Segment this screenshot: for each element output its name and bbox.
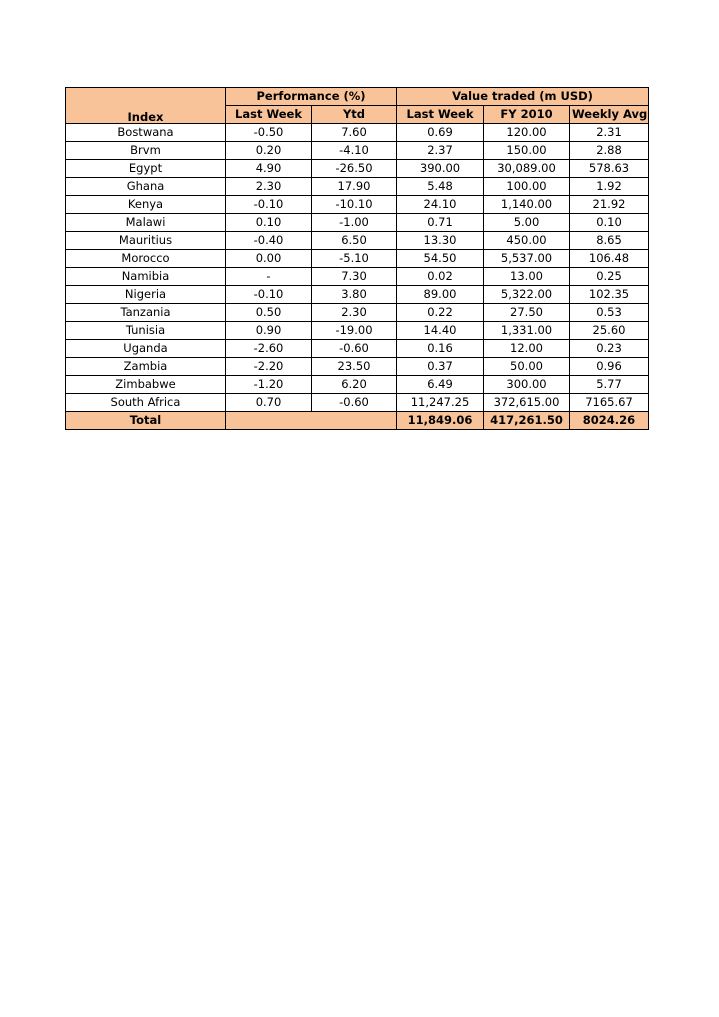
value-weekly-avg-cell: 0.96 (570, 358, 649, 376)
index-cell: Uganda (66, 340, 226, 358)
table-row (66, 268, 649, 286)
perf-ytd-header: Ytd (312, 106, 397, 124)
value-last-week-cell: 14.40 (397, 322, 484, 340)
perf-last-week-cell: 0.90 (226, 322, 312, 340)
value-last-week-cell: 13.30 (397, 232, 484, 250)
perf-last-week-cell: 0.10 (226, 214, 312, 232)
value-last-week-cell: 0.69 (397, 124, 484, 142)
value-fy2010-cell: 5,537.00 (484, 250, 570, 268)
value-fy2010-cell: 30,089.00 (484, 160, 570, 178)
table-row (66, 358, 649, 376)
index-header: Index (66, 88, 226, 124)
perf-last-week-cell: -0.10 (226, 286, 312, 304)
value-fy2010-cell: 120.00 (484, 124, 570, 142)
perf-last-week-cell: -0.40 (226, 232, 312, 250)
perf-ytd-cell: 6.50 (312, 232, 397, 250)
table-row (66, 340, 649, 358)
table-row (66, 160, 649, 178)
value-fy2010-cell: 150.00 (484, 142, 570, 160)
value-weekly-avg-cell: 0.23 (570, 340, 649, 358)
value-weekly-avg-cell: 578.63 (570, 160, 649, 178)
value-fy2010-cell: 1,331.00 (484, 322, 570, 340)
value-weekly-avg-cell: 106.48 (570, 250, 649, 268)
index-cell: Tanzania (66, 304, 226, 322)
table-row (66, 196, 649, 214)
table-row (66, 286, 649, 304)
index-cell: Brvm (66, 142, 226, 160)
total-weekly-avg: 8024.26 (570, 412, 649, 430)
table-row (66, 304, 649, 322)
index-cell: Bostwana (66, 124, 226, 142)
value-fy2010-cell: 300.00 (484, 376, 570, 394)
perf-ytd-cell: 3.80 (312, 286, 397, 304)
perf-last-week-cell: 0.70 (226, 394, 312, 412)
value-fy2010-cell: 5,322.00 (484, 286, 570, 304)
table-row (66, 376, 649, 394)
value-weekly-avg-cell: 1.92 (570, 178, 649, 196)
table-row (66, 250, 649, 268)
index-cell: Tunisia (66, 322, 226, 340)
value-fy2010-cell: 27.50 (484, 304, 570, 322)
value-weekly-avg-cell: 2.31 (570, 124, 649, 142)
value-traded-group-header: Value traded (m USD) (397, 88, 649, 106)
table-row (66, 394, 649, 412)
value-weekly-avg-cell: 102.35 (570, 286, 649, 304)
value-fy2010-cell: 1,140.00 (484, 196, 570, 214)
value-last-week-cell: 11,247.25 (397, 394, 484, 412)
value-fy2010-cell: 5.00 (484, 214, 570, 232)
value-fy2010-cell: 12.00 (484, 340, 570, 358)
index-cell: South Africa (66, 394, 226, 412)
market-performance-table (65, 87, 649, 430)
total-performance-empty (226, 412, 397, 430)
total-fy2010: 417,261.50 (484, 412, 570, 430)
perf-ytd-cell: 7.60 (312, 124, 397, 142)
table-body (66, 124, 649, 412)
performance-group-header: Performance (%) (226, 88, 397, 106)
perf-ytd-cell: 6.20 (312, 376, 397, 394)
value-weekly-avg-cell: 0.53 (570, 304, 649, 322)
total-row (66, 412, 649, 430)
value-last-week-cell: 6.49 (397, 376, 484, 394)
perf-ytd-cell: 23.50 (312, 358, 397, 376)
value-fy2010-cell: 100.00 (484, 178, 570, 196)
value-fy2010-header: FY 2010 (484, 106, 570, 124)
perf-last-week-cell: -0.50 (226, 124, 312, 142)
index-cell: Ghana (66, 178, 226, 196)
perf-last-week-cell: 0.00 (226, 250, 312, 268)
value-weekly-avg-cell: 7165.67 (570, 394, 649, 412)
value-last-week-cell: 89.00 (397, 286, 484, 304)
value-last-week-cell: 5.48 (397, 178, 484, 196)
perf-last-week-cell: 2.30 (226, 178, 312, 196)
value-last-week-header: Last Week (397, 106, 484, 124)
index-cell: Zambia (66, 358, 226, 376)
perf-last-week-cell: 0.20 (226, 142, 312, 160)
value-last-week-cell: 0.37 (397, 358, 484, 376)
perf-ytd-cell: -10.10 (312, 196, 397, 214)
total-last-week: 11,849.06 (397, 412, 484, 430)
value-last-week-cell: 54.50 (397, 250, 484, 268)
value-fy2010-cell: 13.00 (484, 268, 570, 286)
index-cell: Zimbabwe (66, 376, 226, 394)
table-row (66, 214, 649, 232)
index-cell: Kenya (66, 196, 226, 214)
perf-last-week-cell: - (226, 268, 312, 286)
perf-ytd-cell: -0.60 (312, 340, 397, 358)
group-header-row (66, 88, 649, 106)
perf-ytd-cell: -4.10 (312, 142, 397, 160)
perf-last-week-cell: 4.90 (226, 160, 312, 178)
value-weekly-avg-cell: 25.60 (570, 322, 649, 340)
perf-ytd-cell: -1.00 (312, 214, 397, 232)
spreadsheet-table-container (65, 87, 648, 430)
table-row (66, 142, 649, 160)
value-weekly-avg-cell: 0.25 (570, 268, 649, 286)
table-row (66, 178, 649, 196)
table-row (66, 232, 649, 250)
perf-ytd-cell: -5.10 (312, 250, 397, 268)
value-weekly-avg-header: Weekly Avg (570, 106, 649, 124)
value-last-week-cell: 390.00 (397, 160, 484, 178)
value-weekly-avg-cell: 2.88 (570, 142, 649, 160)
perf-ytd-cell: -0.60 (312, 394, 397, 412)
index-cell: Namibia (66, 268, 226, 286)
value-last-week-cell: 0.22 (397, 304, 484, 322)
perf-ytd-cell: 2.30 (312, 304, 397, 322)
table-row (66, 322, 649, 340)
perf-ytd-cell: 7.30 (312, 268, 397, 286)
value-last-week-cell: 24.10 (397, 196, 484, 214)
value-fy2010-cell: 50.00 (484, 358, 570, 376)
value-last-week-cell: 0.16 (397, 340, 484, 358)
value-weekly-avg-cell: 8.65 (570, 232, 649, 250)
table-row (66, 124, 649, 142)
index-cell: Mauritius (66, 232, 226, 250)
perf-ytd-cell: -19.00 (312, 322, 397, 340)
value-last-week-cell: 0.71 (397, 214, 484, 232)
value-fy2010-cell: 372,615.00 (484, 394, 570, 412)
perf-last-week-cell: -1.20 (226, 376, 312, 394)
value-weekly-avg-cell: 0.10 (570, 214, 649, 232)
perf-last-week-header: Last Week (226, 106, 312, 124)
total-label: Total (66, 412, 226, 430)
perf-last-week-cell: -2.60 (226, 340, 312, 358)
index-cell: Malawi (66, 214, 226, 232)
perf-ytd-cell: -26.50 (312, 160, 397, 178)
index-cell: Morocco (66, 250, 226, 268)
value-weekly-avg-cell: 21.92 (570, 196, 649, 214)
value-weekly-avg-cell: 5.77 (570, 376, 649, 394)
index-cell: Egypt (66, 160, 226, 178)
value-last-week-cell: 0.02 (397, 268, 484, 286)
index-cell: Nigeria (66, 286, 226, 304)
value-last-week-cell: 2.37 (397, 142, 484, 160)
perf-last-week-cell: -0.10 (226, 196, 312, 214)
perf-ytd-cell: 17.90 (312, 178, 397, 196)
value-fy2010-cell: 450.00 (484, 232, 570, 250)
perf-last-week-cell: 0.50 (226, 304, 312, 322)
perf-last-week-cell: -2.20 (226, 358, 312, 376)
